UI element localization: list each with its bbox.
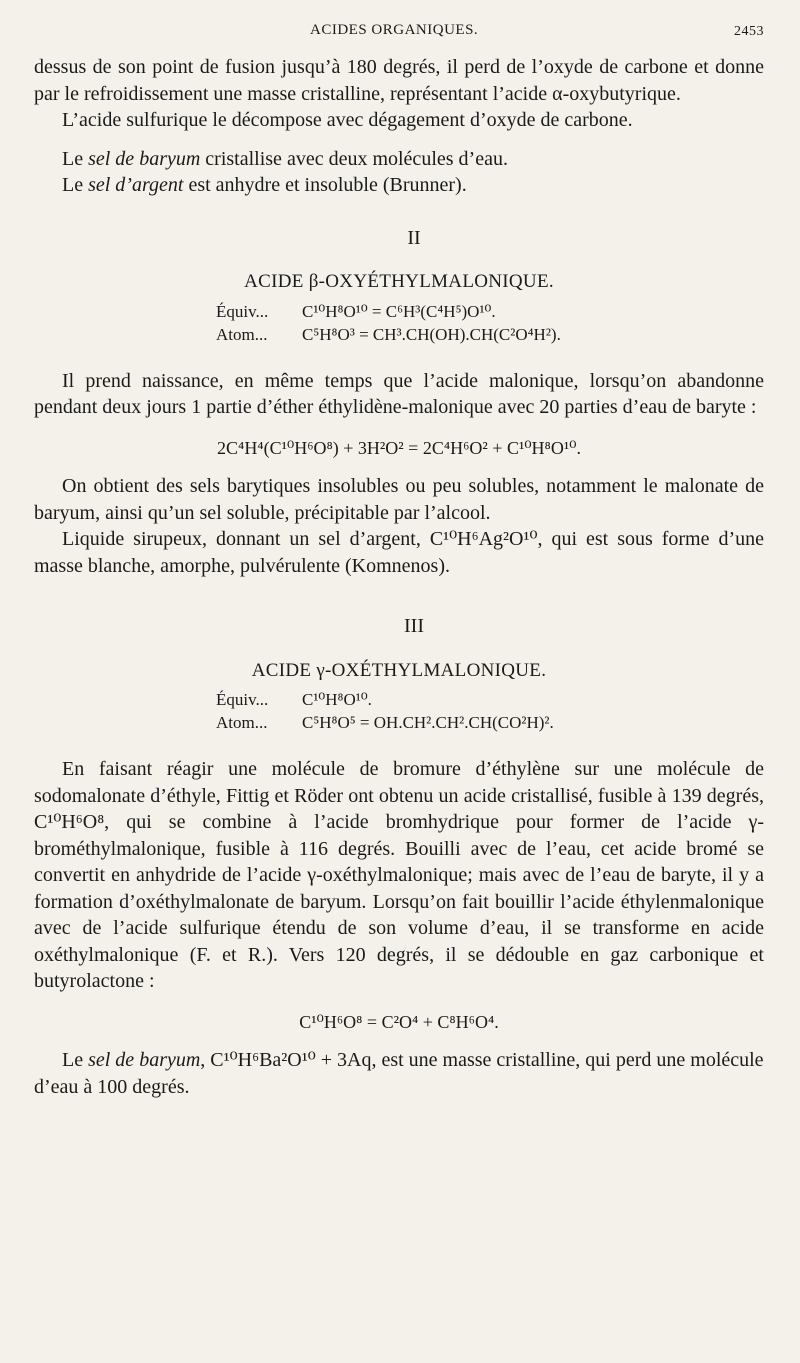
running-title: ACIDES ORGANIQUES. bbox=[310, 22, 479, 38]
atom-label: Atom... bbox=[216, 324, 268, 344]
equiv-label: Équiv... bbox=[216, 690, 269, 709]
body-text bbox=[34, 54, 764, 1100]
section-title-ii: ACIDE β-OXYÉTHYLMALONIQUE. bbox=[244, 271, 554, 292]
barium-salt-final-paragraph: Le sel de baryum, C¹⁰H⁶Ba²O¹⁰ + 3Aq, est une masse cristalline, qui perd une molécule d’eau à 100 degrés. bbox=[34, 1049, 764, 1098]
sulfuric-paragraph: L’acide sulfurique le décompose avec dégagement d’oxyde de carbone. bbox=[62, 109, 633, 131]
atom-formula: C⁵H⁸O³ = CH³.CH(OH).CH(C²O⁴H²). bbox=[302, 324, 561, 344]
decomposition-equation: C¹⁰H⁶O⁸ = C²O⁴ + C⁸H⁶O⁴. bbox=[299, 1011, 499, 1032]
formula-block-ii bbox=[216, 300, 764, 346]
synthesis-paragraph: En faisant réagir une molécule de bromure d’éthylène sur une molécule de sodomalonate d’éthyle, Fittig et Röder ont obtenu un acide cristallisé, fusible à 139 degrés, C¹⁰H⁶O⁸, qui se combine à l’acide bromhydrique pour former de l’acide γ-brométhylmalonique, fusible à 116 degrés. Bouilli avec de l’eau, cet acide bromé se convertit en anhydride de l’acide γ-oxéthylmalonique; mais avec de l’eau de baryte, il y a formation d’oxéthylmalonate de baryum. Lorsqu’on fait bouillir l’acide éthylenmalonique avec de l’acide sulfurique étendu de son volume d’eau, il se transforme en acide oxéthylmalonique (F. et R.). Vers 120 degrés, il se dédouble en gaz carbonique et butyrolactone : bbox=[34, 758, 764, 992]
continuation-paragraph: dessus de son point de fusion jusqu’à 180 degrés, il perd de l’oxyde de carbone et donne par le refroidissement une masse cristalline, représentant l’acide α-oxybutyrique. bbox=[34, 56, 764, 105]
atom-label: Atom... bbox=[216, 713, 268, 732]
equiv-label: Équiv... bbox=[216, 301, 269, 321]
reaction-equation: 2C⁴H⁴(C¹⁰H⁶O⁸) + 3H²O² = 2C⁴H⁶O² + C¹⁰H⁸O¹⁰. bbox=[217, 437, 581, 458]
formation-paragraph: Il prend naissance, en même temps que l’acide malonique, lorsqu’on abandonne pendant deux jours 1 partie d’éther éthylidène-malonique avec 20 parties d’eau de baryte : bbox=[34, 369, 764, 418]
equiv-formula: C¹⁰H⁸O¹⁰ = C⁶H³(C⁴H⁵)O¹⁰. bbox=[302, 301, 496, 321]
running-header bbox=[0, 20, 800, 42]
salts-paragraph: On obtient des sels barytiques insolubles ou peu solubles, notamment le malonate de baryum, ainsi qu’un sel soluble, précipitable par l’alcool. bbox=[34, 475, 764, 524]
silver-salt-paragraph: Le sel d’argent est anhydre et insoluble (Brunner). bbox=[62, 174, 467, 196]
silver-paragraph: Liquide sirupeux, donnant un sel d’argent, C¹⁰H⁶Ag²O¹⁰, qui est sous forme d’une masse blanche, amorphe, pulvérulente (Komnenos). bbox=[34, 528, 764, 577]
section-number-ii: II bbox=[407, 226, 421, 249]
equiv-formula: C¹⁰H⁸O¹⁰. bbox=[302, 690, 372, 709]
section-number-iii: III bbox=[404, 615, 424, 637]
atom-formula: C⁵H⁸O⁵ = OH.CH².CH².CH(CO²H)². bbox=[302, 713, 554, 732]
section-title-iii: ACIDE γ-OXÉTHYLMALONIQUE. bbox=[251, 659, 547, 681]
page-number: 2453 bbox=[734, 24, 764, 39]
formula-block-iii bbox=[216, 688, 764, 734]
barium-salt-paragraph: Le sel de baryum cristallise avec deux molécules d’eau. bbox=[62, 147, 508, 170]
